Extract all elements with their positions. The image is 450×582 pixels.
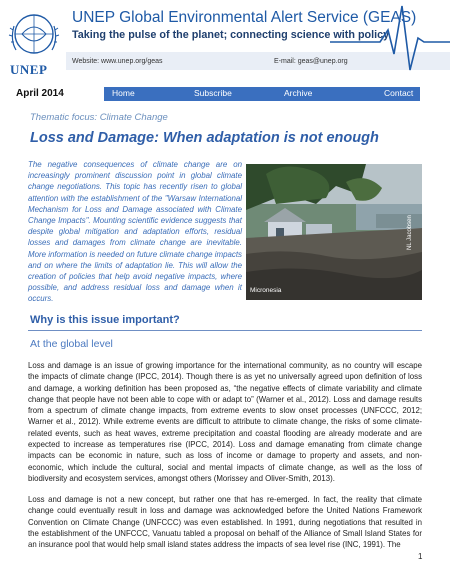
issue-date: April 2014 (16, 88, 64, 99)
section-heading: Why is this issue important? (30, 314, 180, 326)
body-paragraph-2: Loss and damage is not a new concept, but rather one that has re-emerged. In fact, the reality that climate change could eventually result in loss and damage was acknowledged before the United Nations Framework Convention on Climate Change (UNFCCC) was even established. In 1991, during negotiations that resulted in the establishment of the UNFCCC, Vanuatu tabled a proposal on behalf of the Alliance of Small Island States for an insurance pool that would help small island states address the impacts of sea level rise (INC, 1991). The (28, 495, 422, 550)
nav-home-link[interactable]: Home (112, 88, 135, 98)
article-headline: Loss and Damage: When adaptation is not enough (30, 130, 379, 146)
page-number: 1 (418, 552, 423, 561)
section-divider (28, 330, 422, 331)
service-title: UNEP Global Environmental Alert Service (GEAS) (72, 9, 417, 26)
subsection-heading: At the global level (30, 338, 113, 350)
service-tagline: Taking the pulse of the planet; connecting science with policy (72, 29, 390, 41)
website-link[interactable]: Website: www.unep.org/geas (72, 58, 163, 65)
email-link[interactable]: E-mail: geas@unep.org (274, 58, 348, 65)
unep-logo-text: UNEP (10, 62, 48, 77)
nav-archive-link[interactable]: Archive (284, 88, 313, 98)
photo-caption: Micronesia (250, 287, 282, 294)
body-paragraph-1: Loss and damage is an issue of growing importance for the international community, as no country will escape the impacts of climate change (IPCC, 2014). Though there is as yet no universally agreed upon definition of loss and damage, a working definition has been proposed as, “the negative effects of climate variability and climate change that people have not been able to cope with or adapt to” (Warner et al., 2012). Loss and damage results from a spectrum of climate change impacts, from extreme events to slow onset processes (UNFCCC, 2012; Warner et al., 2012). While extreme events are difficult to attribute to climate change, the risks of some climate-related events, such as heat waves, extreme precipitation and coastal flooding are already moderate and are expected to increase as temperatures rise (IPCC, 2014). Loss and damage emanating from climate change impacts can be economic in nature, such as loss of income or damage to property and assets, and non-economic, which include the cultural, social and mental impacts of climate change, as well as the loss of biodiversity and ecosystem services, amongst others (Morissey and Oliver-Smith, 2013). (28, 361, 422, 483)
micronesia-photo (246, 164, 422, 300)
photo-credit: NL Jacobsen (407, 215, 413, 250)
thematic-focus: Thematic focus: Climate Change (30, 112, 168, 123)
page-header (0, 0, 450, 82)
intro-text: The negative consequences of climate change are on increasingly prominent discussion point in global climate change negotiations. This topic has recently risen to global attention with the establishment of the "Warsaw International Mechanism for Loss and Damage associated with Climate Change Impacts". Mounting scientific evidence suggests that despite global mitigation and adaptation efforts, residual losses and damages from climate change are inevitable. More information is needed on future climate change impacts and on where the limits of adaptation lie. This will allow the creation of policies that help avoid negative impacts, where possible, and address residual loss and damage when it occurs. (28, 160, 242, 304)
nav-contact-link[interactable]: Contact (384, 88, 414, 98)
nav-subscribe-link[interactable]: Subscribe (194, 88, 232, 98)
nav-bar (104, 87, 420, 101)
intro-box (28, 159, 242, 303)
